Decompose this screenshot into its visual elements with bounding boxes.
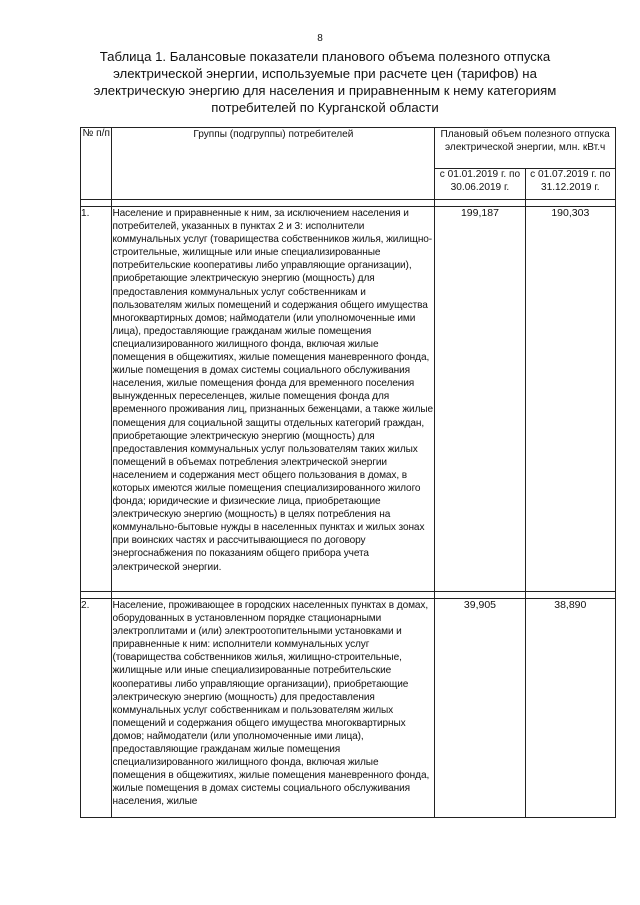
spacer-cell: [435, 592, 525, 599]
table-row: [81, 207, 616, 592]
table-header-row: [81, 128, 616, 169]
header-period-1: с 01.01.2019 г. по 30.06.2019 г.: [435, 169, 525, 200]
row-number: 1.: [81, 207, 112, 592]
row-value-period-2: 190,303: [525, 207, 615, 592]
header-period-2: с 01.07.2019 г. по 31.12.2019 г.: [525, 169, 615, 200]
row-group-text: Население и приравненные к ним, за исключением населения и потребителей, указанных в пунктах 2 и 3: исполнители коммунальных услуг (товарищества собственников жилья, жилищно-строительные, жилищные или иные специализированные потребительские кооперативы либо управляющие организации), приобретающие электрическую энергию (мощность) для предоставления коммунальных услуг собственникам и пользователям жилых помещений и содержания общего имущества многоквартирных домов; наймодатели (или уполномоченные ими лица), предоставляющие гражданам жилые помещения специализированного жилищного фонда, включая жилые помещения в общежитиях, жилые помещения маневренного фонда, жилые помещения в домах системы социального обслуживания населения, жилые помещения фонда для временного поселения вынужденных переселенцев, жилые помещения фонда для временного проживания лиц, признанных беженцами, а также жилые помещения для социальной защиты отдельных категорий граждан, приобретающие электрическую энергию (мощность) для предоставления коммунальных услуг пользователям таких жилых помещений в объемах потребления электрической энергии населением и содержания мест общего пользования в домах, в которых имеются жилые помещения специализированного жилого фонда; юридические и физические лица, приобретающие электрическую энергию (мощность) в целях потребления на коммунально-бытовые нужды в населенных пунктах и жилых зонах при воинских частях и рассчитывающиеся по договору энергоснабжения по показаниям общего прибора учета электрической энергии.: [112, 207, 435, 592]
row-value-period-2: 38,890: [525, 599, 615, 818]
spacer-cell: [81, 592, 112, 599]
row-group-text: Население, проживающее в городских населенных пунктах в домах, оборудованных в установленном порядке стационарными электроплитами и (или) электроотопительными установками и приравненные к ним: исполнители коммунальных услуг (товарищества собственников жилья, жилищно-строительные, жилищные или иные специализированные потребительские кооперативы либо управляющие организации), приобретающие электрическую энергию (мощность) для предоставления коммунальных услуг собственникам и пользователям жилых помещений и содержания общего имущества многоквартирных домов; наймодатели (или уполномоченные ими лица), предоставляющие гражданам жилые помещения специализированного жилищного фонда, включая жилые помещения в общежитиях, жилые помещения маневренного фонда, жилые помещения в домах системы социального обслуживания населения, жилые: [112, 599, 435, 818]
table-title: Таблица 1. Балансовые показатели планового объема полезного отпуска электрической энергии, используемые при расчете цен (тарифов) на электрическую энергию для населения и приравненным к нему категориям потребителей по Курганской области: [93, 49, 557, 115]
spacer-cell: [525, 592, 615, 599]
header-num: № п/п: [81, 128, 112, 200]
row-number: 2.: [81, 599, 112, 818]
page-number: 8: [317, 33, 323, 44]
spacer-cell: [525, 200, 615, 207]
row-value-period-1: 39,905: [435, 599, 525, 818]
header-group: Группы (подгруппы) потребителей: [112, 128, 435, 200]
spacer-cell: [435, 200, 525, 207]
table-spacer-row: [81, 592, 616, 599]
table-row: [81, 599, 616, 818]
balance-table: [80, 127, 616, 818]
spacer-cell: [81, 200, 112, 207]
spacer-cell: [112, 200, 435, 207]
row-value-period-1: 199,187: [435, 207, 525, 592]
header-volume: Плановый объем полезного отпуска электрической энергии, млн. кВт.ч: [435, 128, 616, 169]
spacer-cell: [112, 592, 435, 599]
table-spacer-row: [81, 200, 616, 207]
